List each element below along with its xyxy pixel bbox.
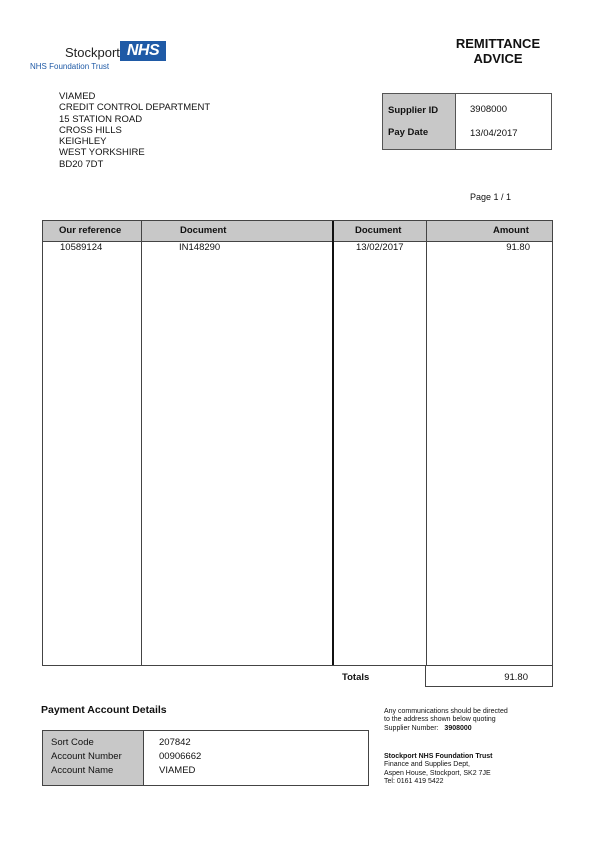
remittance-table xyxy=(42,220,553,666)
logo-stockport-text: Stockport xyxy=(65,45,120,60)
sort-code-value: 207842 xyxy=(159,737,191,748)
contact-line: Any communications should be directed xyxy=(384,708,508,715)
contact-supplier-number xyxy=(384,725,564,733)
address-line: CREDIT CONTROL DEPARTMENT xyxy=(59,102,211,114)
supplier-number-value: 3908000 xyxy=(444,724,472,732)
address-line: KEIGHLEY xyxy=(59,136,107,148)
col-header-amount: Amount xyxy=(493,225,529,236)
row-date: 13/02/2017 xyxy=(356,242,404,253)
row-amount: 91.80 xyxy=(506,242,530,253)
payment-details-box xyxy=(42,730,369,786)
contact-phone: Tel: 0161 419 5422 xyxy=(384,777,444,785)
supplier-labels-column xyxy=(383,94,456,149)
row-document: IN148290 xyxy=(179,242,221,253)
col-header-document-date: Document xyxy=(355,225,402,236)
page-number: Page 1 / 1 xyxy=(470,192,512,202)
recipient-address xyxy=(59,91,210,170)
account-name-label: Account Name xyxy=(51,765,114,776)
account-number-value: 00906662 xyxy=(159,751,202,762)
account-name-value: VIAMED xyxy=(159,765,196,776)
pay-date-label: Pay Date xyxy=(388,127,429,138)
address-line: 15 STATION ROAD xyxy=(59,113,143,125)
col-header-document: Document xyxy=(180,225,227,236)
title-line-1: REMITTANCE xyxy=(455,36,541,51)
column-divider xyxy=(141,221,142,665)
column-divider xyxy=(426,221,427,665)
totals-value: 91.80 xyxy=(504,672,528,683)
row-reference: 10589124 xyxy=(60,242,103,253)
document-title xyxy=(430,36,566,66)
supplier-info-box xyxy=(382,93,552,150)
column-divider xyxy=(332,221,334,665)
supplier-id-value: 3908000 xyxy=(470,104,507,115)
table-header-row xyxy=(43,221,552,242)
totals-box xyxy=(425,665,553,687)
logo-trust-text: NHS Foundation Trust xyxy=(30,62,110,71)
nhs-logo: NHS xyxy=(120,41,166,61)
col-header-our-reference: Our reference xyxy=(59,225,122,236)
contact-street: Aspen House, Stockport, SK2 7JE xyxy=(384,769,491,777)
supplier-id-label: Supplier ID xyxy=(388,105,439,116)
address-line: VIAMED xyxy=(59,91,96,102)
account-number-label: Account Number xyxy=(51,751,122,762)
contact-line: to the address shown below quoting xyxy=(384,716,496,724)
pay-date-value: 13/04/2017 xyxy=(470,128,518,139)
contact-dept: Finance and Supplies Dept, xyxy=(384,761,470,769)
address-line: CROSS HILLS xyxy=(59,124,122,136)
title-line-2: ADVICE xyxy=(473,51,523,66)
sort-code-label: Sort Code xyxy=(51,737,94,748)
contact-org-name: Stockport NHS Foundation Trust xyxy=(384,753,493,760)
contact-address xyxy=(384,753,574,786)
supplier-number-label: Supplier Number: xyxy=(384,724,439,732)
payment-details-title: Payment Account Details xyxy=(41,704,167,716)
address-line: BD20 7DT xyxy=(59,158,104,170)
totals-label: Totals xyxy=(342,672,370,683)
contact-instructions xyxy=(384,708,564,733)
address-line: WEST YORKSHIRE xyxy=(59,147,145,159)
